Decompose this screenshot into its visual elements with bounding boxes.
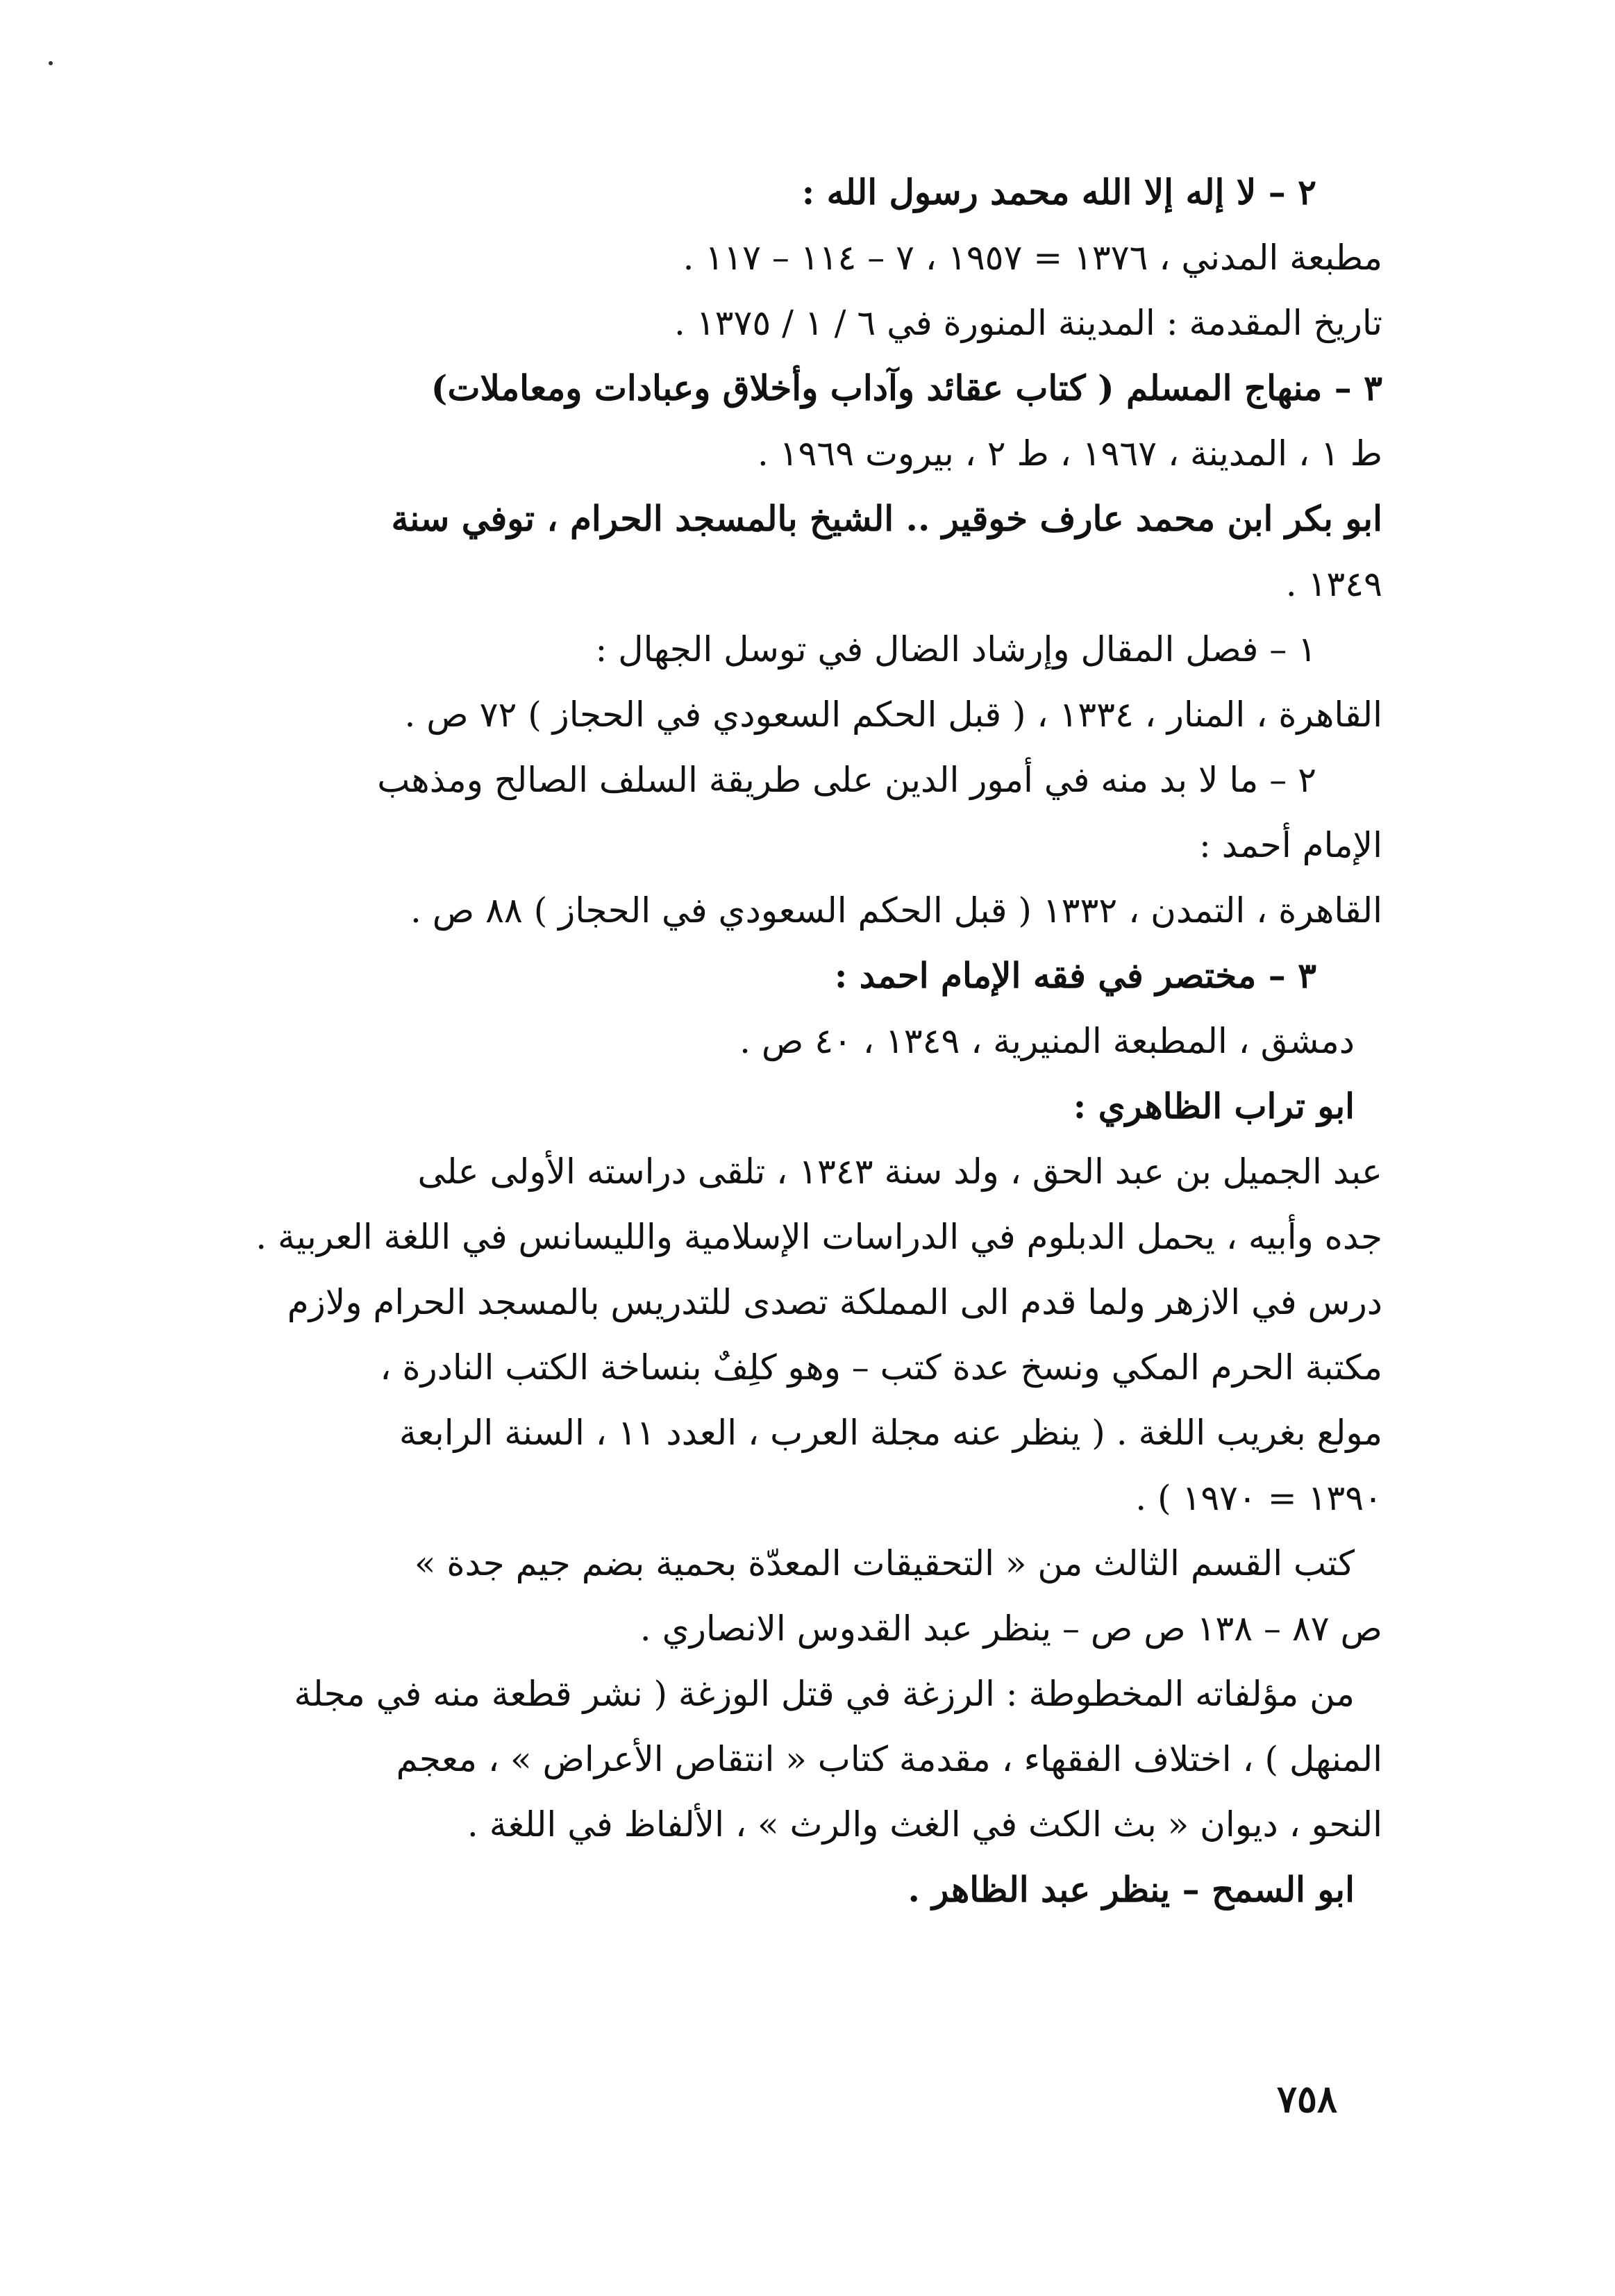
entry-title: ١ – فصل المقال وإرشاد الضال في توسل الجهال : <box>595 629 1316 669</box>
text-line: درس في الازهر ولما قدم الى المملكة تصدى للتدريس بالمسجد الحرام ولازم <box>287 1282 1382 1322</box>
text-line: النحو ، ديوان « بث الكث في الغث والرث » ، الألفاظ في اللغة . <box>467 1804 1382 1845</box>
entry-title: ٣ – مختصر في فقه الإمام احمد : <box>834 955 1316 996</box>
author-heading: ابو بكر ابن محمد عارف خوقير .. الشيخ بالمسجد الحرام ، توفي سنة <box>391 498 1382 539</box>
text-line: المنهل ) ، اختلاف الفقهاء ، مقدمة كتاب « انتقاص الأعراض » ، معجم <box>396 1739 1382 1779</box>
author-heading: ابو السمح – ينظر عبد الظاهر . <box>907 1869 1355 1910</box>
text-line: مكتبة الحرم المكي ونسخ عدة كتب – وهو كلِفٌ بنساخة الكتب النادرة ، <box>380 1347 1382 1388</box>
text-line: الإمام أحمد : <box>1199 825 1382 865</box>
text-line: القاهرة ، المنار ، ١٣٣٤ ، ( قبل الحكم السعودي في الحجاز ) ٧٢ ص . <box>404 694 1382 735</box>
entry-title: ٢ – لا إله إلا الله محمد رسول الله : <box>801 172 1316 213</box>
text-line: من مؤلفاته المخطوطة : الرزغة في قتل الوزغة ( نشر قطعة منه في مجلة <box>294 1674 1355 1714</box>
text-line: عبد الجميل بن عبد الحق ، ولد سنة ١٣٤٣ ، تلقى دراسته الأولى على <box>417 1151 1382 1192</box>
body-text <box>216 160 1382 1922</box>
text-line: ط ١ ، المدينة ، ١٩٦٧ ، ط ٢ ، بيروت ١٩٦٩ . <box>757 433 1382 474</box>
text-line: مطبعة المدني ، ١٣٧٦ = ١٩٥٧ ، ٧ – ١١٤ – ١١٧ . <box>683 238 1382 278</box>
text-line: مولع بغريب اللغة . ( ينظر عنه مجلة العرب ، العدد ١١ ، السنة الرابعة <box>399 1413 1382 1453</box>
text-line: تاريخ المقدمة : المدينة المنورة في ٦ / ١ / ١٣٧٥ . <box>673 303 1382 343</box>
page-number: ٧٥٨ <box>1276 2077 1337 2121</box>
text-line: كتب القسم الثالث من « التحقيقات المعدّة بحمية بضم جيم جدة » <box>414 1543 1355 1583</box>
entry-title: ٢ – ما لا بد منه في أمور الدين على طريقة السلف الصالح ومذهب <box>377 760 1316 800</box>
entry-title: ٣ – منهاج المسلم ( كتاب عقائد وآداب وأخلاق وعبادات ومعاملات) <box>430 367 1382 408</box>
text-line: جده وأبيه ، يحمل الدبلوم في الدراسات الإسلامية والليسانس في اللغة العربية . <box>256 1217 1382 1257</box>
text-line: ١٣٩٠ = ١٩٧٠ ) . <box>1135 1478 1382 1518</box>
speck <box>49 61 53 65</box>
text-line: ص ٨٧ – ١٣٨ ص ص – ينظر عبد القدوس الانصاري . <box>639 1608 1382 1649</box>
author-heading: ابو تراب الظاهري : <box>1073 1085 1355 1126</box>
text-line: القاهرة ، التمدن ، ١٣٣٢ ( قبل الحكم السعودي في الحجاز ) ٨٨ ص . <box>410 890 1382 931</box>
text-line: دمشق ، المطبعة المنيرية ، ١٣٤٩ ، ٤٠ ص . <box>739 1021 1355 1061</box>
text-line: ١٣٤٩ . <box>1285 564 1382 604</box>
